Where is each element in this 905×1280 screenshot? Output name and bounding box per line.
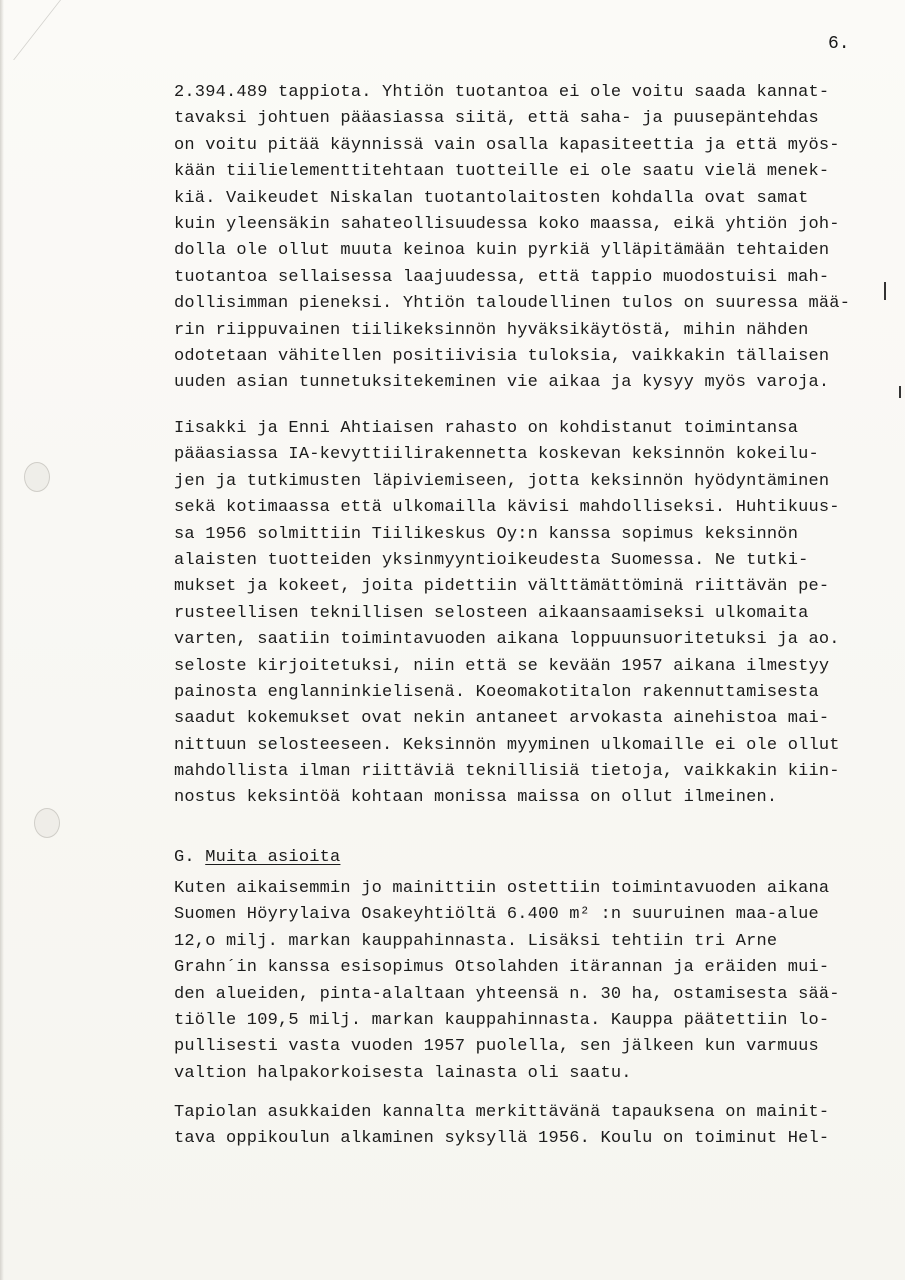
text-line: odotetaan vähitellen positiivisia tuloksia, vaikkakin tällaisen — [174, 346, 830, 366]
text-line: seloste kirjoitetuksi, niin että se kevään 1957 aikana ilmestyy — [174, 656, 830, 676]
fold-mark — [0, 0, 61, 60]
text-line: rin riippuvainen tiilikeksinnön hyväksikäytöstä, mihin nähden — [174, 320, 809, 340]
text-line: pääasiassa IA-kevyttiilirakennetta koskevan keksinnön kokeilu- — [174, 445, 819, 465]
text-line: varten, saatiin toimintavuoden aikana loppuunsuoritetuksi ja ao. — [174, 630, 840, 650]
text-line: pullisesti vasta vuoden 1957 puolella, sen jälkeen kun varmuus — [174, 1037, 819, 1057]
section-heading-title: Muita asioita — [205, 848, 341, 867]
text-line: 12,o milj. markan kauppahinnasta. Lisäksi tehtiin tri Arne — [174, 931, 778, 951]
text-line: uuden asian tunnetuksitekeminen vie aikaa ja kysyy myös varoja. — [174, 373, 830, 393]
paragraph-2 — [174, 416, 894, 812]
text-line: alaisten tuotteiden yksinmyyntioikeudesta Suomessa. Ne tutki- — [174, 550, 809, 570]
text-line: painosta englanninkielisenä. Koeomakotitalon rakennuttamisesta — [174, 682, 819, 702]
section-heading-prefix: G. — [174, 848, 195, 867]
margin-mark — [899, 386, 901, 398]
text-line: Grahn´in kanssa esisopimus Otsolahden itärannan ja eräiden mui- — [174, 958, 830, 978]
punch-hole — [34, 808, 60, 838]
paragraph-4 — [174, 1100, 894, 1153]
text-line: rusteellisen teknillisen selosteen aikaansaamiseksi ulkomaita — [174, 603, 809, 623]
text-line: tava oppikoulun alkaminen syksyllä 1956. Koulu on toiminut Hel- — [174, 1129, 830, 1149]
punch-hole — [24, 462, 50, 492]
text-line: mahdollista ilman riittäviä teknillisiä tietoja, vaikkakin kiin- — [174, 762, 840, 782]
text-line: jen ja tutkimusten läpiviemiseen, jotta keksinnön hyödyntäminen — [174, 471, 830, 491]
text-line: kuin yleensäkin sahateollisuudessa koko maassa, eikä yhtiön joh- — [174, 214, 840, 234]
page-number: 6. — [828, 34, 850, 54]
text-line: dolla ole ollut muuta keinoa kuin pyrkiä ylläpitämään tehtaiden — [174, 241, 830, 261]
text-line: sa 1956 solmittiin Tiilikeskus Oy:n kanssa sopimus keksinnön — [174, 524, 799, 544]
text-line: Suomen Höyrylaiva Osakeyhtiöltä 6.400 m² :n suuruinen maa-alue — [174, 905, 819, 925]
text-line: Iisakki ja Enni Ahtiaisen rahasto on kohdistanut toimintansa — [174, 419, 799, 438]
text-line: mukset ja kokeet, joita pidettiin välttämättöminä riittävän pe- — [174, 577, 830, 597]
text-line: saadut kokemukset ovat nekin antaneet arvokasta ainehistoa mai- — [174, 709, 830, 729]
paragraph-3 — [174, 876, 894, 1087]
text-line: dollisimman pieneksi. Yhtiön taloudellinen tulos on suuressa mää- — [174, 294, 851, 314]
text-line: den alueiden, pinta-alaltaan yhteensä n. 30 ha, ostamisesta sää- — [174, 984, 840, 1004]
text-line: tuotantoa sellaisessa laajuudessa, että tappio muodostuisi mah- — [174, 267, 830, 287]
text-line: kään tiilielementtitehtaan tuotteille ei ole saatu vielä menek- — [174, 162, 830, 182]
text-line: tiölle 109,5 milj. markan kauppahinnasta. Kauppa päätettiin lo- — [174, 1010, 830, 1030]
page-edge-shadow — [0, 0, 4, 1280]
text-line: Tapiolan asukkaiden kannalta merkittävänä tapauksena on mainit- — [174, 1103, 830, 1122]
text-line: nostus keksintöä kohtaan monissa maissa on ollut ilmeinen. — [174, 788, 778, 808]
text-line: nittuun selosteeseen. Keksinnön myyminen ulkomaille ei ole ollut — [174, 735, 840, 755]
text-line: tavaksi johtuen pääasiassa siitä, että saha- ja puusepäntehdas — [174, 109, 819, 129]
text-line: 2.394.489 tappiota. Yhtiön tuotantoa ei ole voitu saada kannat- — [174, 83, 830, 102]
section-heading — [174, 848, 340, 867]
text-line: kiä. Vaikeudet Niskalan tuotantolaitosten kohdalla ovat samat — [174, 188, 809, 208]
text-line: Kuten aikaisemmin jo mainittiin ostettiin toimintavuoden aikana — [174, 879, 830, 898]
text-line: valtion halpakorkoisesta lainasta oli saatu. — [174, 1063, 632, 1083]
paragraph-1 — [174, 80, 894, 397]
text-line: sekä kotimaassa että ulkomailla kävisi mahdolliseksi. Huhtikuus- — [174, 498, 840, 518]
text-line: on voitu pitää käynnissä vain osalla kapasiteettia ja että myös- — [174, 135, 840, 155]
